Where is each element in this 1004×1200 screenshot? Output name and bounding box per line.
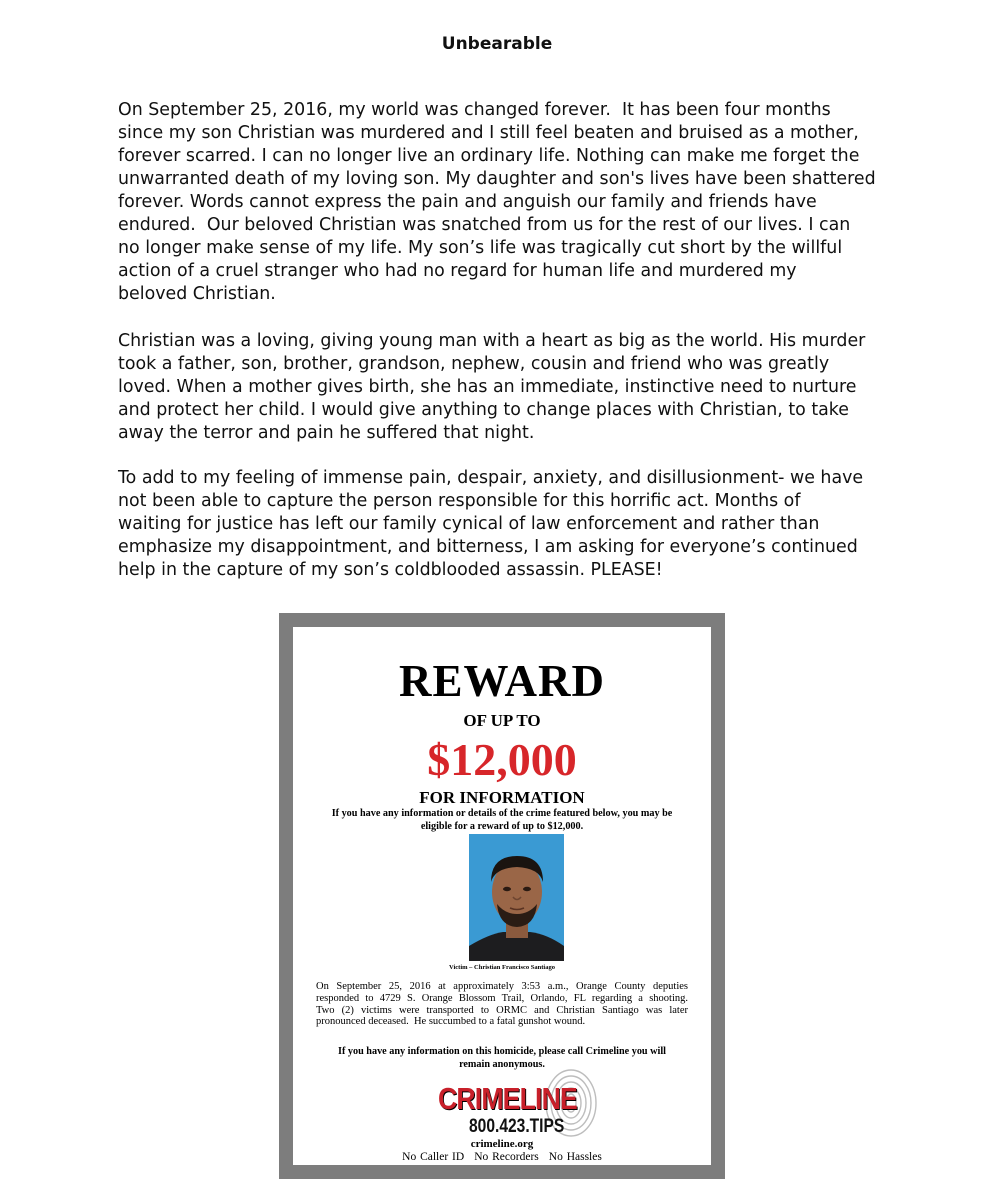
text-line: since my son Christian was murdered and I still feel beaten and bruised as a mother,: [118, 123, 859, 143]
text-line: waiting for justice has left our family cynical of law enforcement and rather than: [118, 514, 820, 534]
reward-poster-frame: [279, 613, 725, 1179]
text-line: On September 25, 2016, my world was changed forever. It has been four months: [118, 100, 831, 120]
text-line: away the terror and pain he suffered that night.: [118, 423, 535, 443]
for-information-heading: FOR INFORMATION: [419, 788, 585, 807]
text-line: beloved Christian.: [118, 284, 276, 304]
assurance-item: No Caller ID: [402, 1151, 465, 1163]
paragraph-1: [118, 99, 898, 306]
text-line: If you have any information or details of the crime featured below, you may be: [331, 808, 673, 819]
reward-subheading: OF UP TO: [463, 711, 541, 730]
tips-phone-number: 800.423.TIPS: [469, 1116, 565, 1137]
victim-photo: [469, 834, 564, 961]
text-line: Christian was a loving, giving young man with a heart as big as the world. His murder: [118, 331, 866, 351]
text-line: emphasize my disappointment, and bitterness, I am asking for everyone’s continued: [118, 537, 858, 557]
victim-portrait-illustration: [469, 834, 564, 961]
text-line: responded to 4729 S. Orange Blossom Trail, Orlando, FL regarding a shooting.: [316, 992, 688, 1004]
crimeline-call-note: [293, 1045, 711, 1071]
incident-description: [316, 981, 688, 1028]
text-line: On September 25, 2016 at approximately 3:53 a.m., Orange County deputies: [316, 981, 688, 992]
text-line: forever scarred. I can no longer live an ordinary life. Nothing can make me forget the: [118, 146, 860, 166]
text-line: If you have any information on this homicide, please call Crimeline you will: [338, 1046, 666, 1057]
text-line: no longer make sense of my life. My son’s life was tragically cut short by the willful: [118, 238, 843, 258]
text-line: loved. When a mother gives birth, she has an immediate, instinctive need to nurture: [118, 377, 857, 397]
paragraph-2: [118, 330, 898, 445]
text-line: and protect her child. I would give anything to change places with Christian, to take: [118, 400, 849, 420]
assurance-item: No Recorders: [474, 1151, 539, 1163]
text-line: forever. Words cannot express the pain and anguish our family and friends have: [118, 192, 817, 212]
text-line: eligible for a reward of up to $12,000.: [420, 821, 584, 832]
text-line: unwarranted death of my loving son. My daughter and son's lives have been shattered: [118, 169, 876, 189]
text-line: endured. Our beloved Christian was snatched from us for the rest of our lives. I can: [118, 215, 851, 235]
eligibility-text: [293, 807, 711, 833]
crimeline-website: crimeline.org: [470, 1138, 534, 1150]
text-line: Two (2) victims were transported to ORMC and Christian Santiago was later: [316, 1004, 688, 1016]
text-line: help in the capture of my son’s coldblooded assassin. PLEASE!: [118, 560, 663, 580]
text-line: not been able to capture the person responsible for this horrific act. Months of: [118, 491, 801, 511]
text-line: pronounced deceased. He succumbed to a fatal gunshot wound.: [316, 1016, 586, 1028]
document-title: Unbearable: [441, 34, 553, 54]
assurance-item: No Hassles: [548, 1151, 602, 1163]
reward-amount: $12,000: [427, 734, 577, 785]
photo-caption: Victim – Christian Francisco Santiago: [449, 964, 555, 971]
crimeline-logo: CRIMELINE: [438, 1081, 577, 1116]
assurances-line: [293, 1151, 711, 1163]
text-line: remain anonymous.: [459, 1059, 545, 1070]
text-line: To add to my feeling of immense pain, despair, anxiety, and disillusionment- we have: [118, 468, 864, 488]
reward-poster: [293, 627, 711, 1165]
reward-heading: REWARD: [398, 656, 606, 706]
text-line: took a father, son, brother, grandson, nephew, cousin and friend who was greatly: [118, 354, 830, 374]
paragraph-3: [118, 467, 898, 582]
text-line: action of a cruel stranger who had no regard for human life and murdered my: [118, 261, 797, 281]
